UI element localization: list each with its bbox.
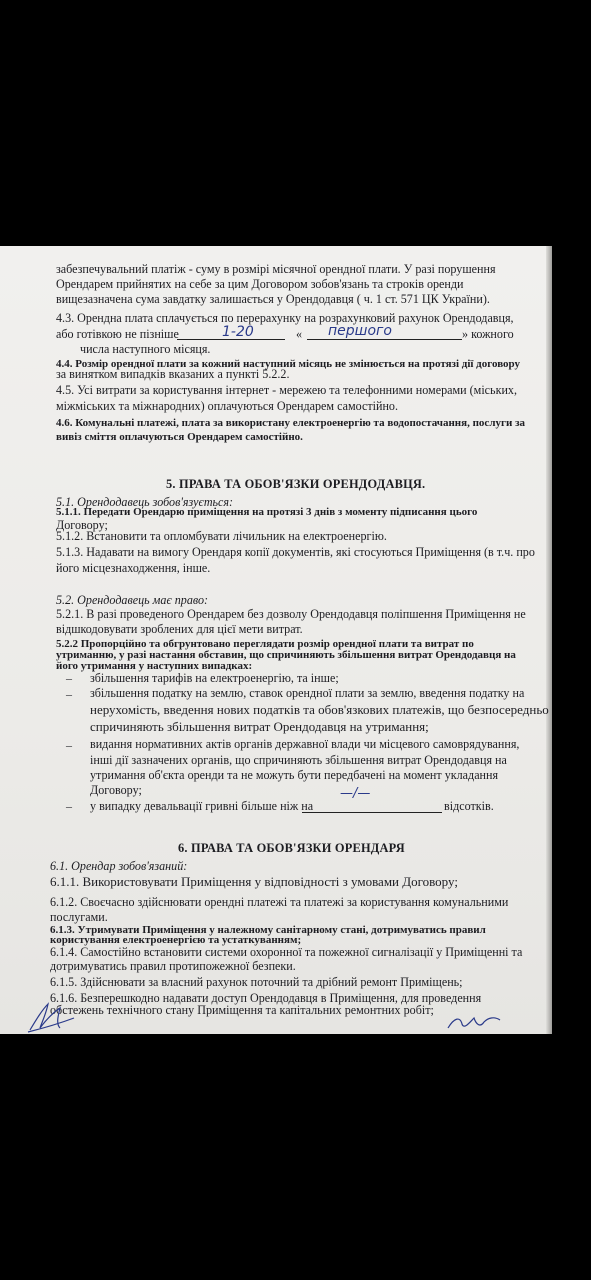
text-line: 6.1.5. Здійснювати за власний рахунок поточний та дрібний ремонт Приміщень; bbox=[50, 975, 463, 989]
text-line: 6.1.2. Своєчасно здійснювати орендні платежі та платежі за користування комунальними bbox=[50, 895, 509, 909]
text-line: » кожного bbox=[462, 327, 514, 341]
text-line: обстежень технічного стану Приміщення та капітальних ремонтних робіт; bbox=[50, 1003, 434, 1017]
percent-blank bbox=[302, 812, 442, 813]
handwritten-percent: —/— bbox=[340, 786, 371, 801]
list-dash: – bbox=[66, 687, 72, 701]
document-page bbox=[0, 246, 552, 1034]
list-dash: – bbox=[66, 738, 72, 752]
list-dash: – bbox=[66, 671, 72, 685]
signature-right bbox=[444, 1010, 504, 1032]
text-line: Договору; bbox=[56, 518, 108, 532]
section-5-heading: 5. ПРАВА ТА ОБОВ'ЯЗКИ ОРЕНДОДАВЦЯ. bbox=[166, 477, 426, 491]
text-line: 6.1.6. Безперешкодно надавати доступ Орендодавця в Приміщення, для проведення bbox=[50, 991, 482, 1005]
text-line: або готівкою не пізніше bbox=[56, 327, 179, 341]
text-line: видання нормативних актів органів державної влади чи місцевого самоврядування, bbox=[90, 737, 520, 751]
text-line: 4.6. Комунальні платежі, плата за використану електроенергію та водопостачання, послуги за bbox=[56, 417, 525, 429]
text-line: 4.4. Розмір орендної плати за кожний наступний місяць не змінюється на протязі дії договору bbox=[56, 358, 521, 370]
text-line: забезпечувальний платіж - суму в розмірі місячної орендної плати. У разі порушення bbox=[56, 262, 496, 276]
list-dash: – bbox=[66, 799, 72, 813]
handwritten-month: першого bbox=[328, 323, 392, 339]
text-line: 5.1.3. Надавати на вимогу Орендаря копії документів, які стосуються Приміщення (в т.ч. про bbox=[56, 545, 535, 559]
page-edge bbox=[546, 246, 552, 1034]
text-line: 6.1.3. Утримувати Приміщення у належному санітарному стані, дотримуватись правил bbox=[50, 924, 486, 936]
text-line: 6.1. Орендар зобов'язаний: bbox=[50, 859, 188, 873]
text-line: 5.2.2 Пропорційно та обгрунтовано переглядати розмір орендної плати та витрат по bbox=[56, 638, 474, 650]
text-line: Орендарем прийнятих на себе за цим Договором зобов'язань та строків оренди bbox=[56, 277, 464, 291]
text-line: нерухомість, введення нових податків та обов'язкових платежів, що безпосередньо bbox=[90, 702, 549, 717]
text-line: 4.3. Орендна плата сплачується по перерахунку на розрахунковий рахунок Орендодавця, bbox=[56, 311, 514, 325]
handwritten-day: 1-20 bbox=[222, 324, 254, 340]
text-line: його утримання у наступних випадках: bbox=[56, 660, 253, 672]
text-line: дотримуватись правил протипожежної безпеки. bbox=[50, 959, 296, 973]
text-line: 5.2.1. В разі проведеного Орендарем без дозволу Орендодавця поліпшення Приміщення не bbox=[56, 607, 526, 621]
text-line: 5.2. Орендодавець має право: bbox=[56, 593, 209, 607]
text-line: Договору; bbox=[90, 783, 142, 797]
text-line: збільшення тарифів на електроенергію, та інше; bbox=[90, 671, 339, 685]
text-line: 6.1.1. Використовувати Приміщення у відповідності з умовами Договору; bbox=[50, 874, 458, 889]
text-line: вищезазначена сума завдатку залишається у Орендодавця ( ч. 1 ст. 571 ЦК України). bbox=[56, 292, 490, 306]
text-line: інші дії зазначених органів, що спричиняють збільшення витрат Орендодавця на bbox=[90, 753, 507, 767]
text-line: « bbox=[296, 327, 303, 341]
text-line: утриманню, у разі настання обставин, що спричиняють збільшення витрат Орендодавця на bbox=[56, 649, 516, 661]
text-line: 5.1.1. Передати Орендарю приміщення на протязі 3 днів з моменту підписання цього bbox=[56, 506, 478, 518]
month-blank bbox=[307, 339, 462, 340]
text-line: відшкодовувати зроблених для цієї мети витрат. bbox=[56, 622, 303, 636]
text-line: спричиняють збільшення витрат Орендодавця на утримання; bbox=[90, 719, 429, 734]
text-line: у випадку девальвації гривні більше ніж на bbox=[90, 799, 314, 813]
text-line: відсотків. bbox=[444, 799, 494, 813]
text-line: 5.1.2. Встановити та опломбувати лічильник на електроенергію. bbox=[56, 529, 387, 543]
text-line: послугами. bbox=[50, 910, 108, 924]
text-line: вивіз сміття оплачуються Орендарем самостійно. bbox=[56, 431, 303, 443]
text-line: 5.1. Орендодавець зобов'язується: bbox=[56, 495, 234, 509]
text-line: утримання об'єкта оренди та не можуть бути передбачені на момент укладання bbox=[90, 768, 499, 782]
signature-left bbox=[26, 998, 86, 1034]
text-line: 4.5. Усі витрати за користування інтернет - мережею та телефонними номерами (міських, bbox=[56, 383, 517, 397]
text-line: за винятком випадків вказаних а пункті 5.2.2. bbox=[56, 367, 290, 381]
text-line: його місцезнаходження, інше. bbox=[56, 561, 211, 575]
text-line: міжміських та міжнародних) оплачуються Орендарем самостійно. bbox=[56, 399, 398, 413]
text-line: 6.1.4. Самостійно встановити системи охоронної та пожежної сигналізації у Приміщенні та bbox=[50, 945, 523, 959]
text-line: збільшення податку на землю, ставок орендної плати за землю, введення податку на bbox=[90, 686, 525, 700]
text-line: числа наступного місяця. bbox=[80, 342, 211, 356]
text-line: користування електроенергією та устаткуванням; bbox=[50, 934, 302, 946]
section-6-heading: 6. ПРАВА ТА ОБОВ'ЯЗКИ ОРЕНДАРЯ bbox=[178, 841, 405, 855]
